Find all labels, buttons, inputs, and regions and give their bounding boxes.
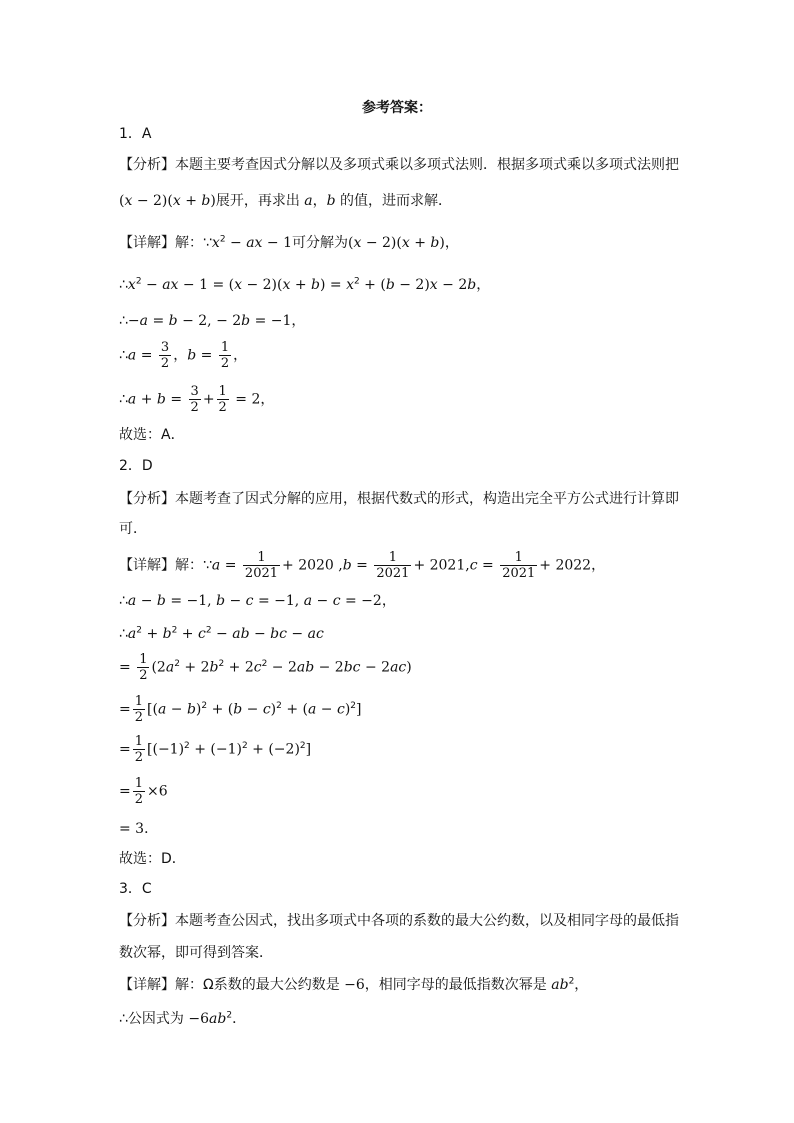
q2-choice: 故选：D．: [119, 851, 186, 867]
q1-step2: ∴−a = b − 2, − 2b = −1，: [119, 313, 306, 329]
q2-analysis-cont: 可．: [119, 521, 147, 537]
q2-number: 2．D: [119, 458, 153, 474]
answer-key-title: 参考答案：: [362, 100, 432, 116]
q3-analysis-cont: 数次幂，即可得到答案．: [119, 945, 273, 961]
q3-analysis: 【分析】本题考查公因式，找出多项式中各项的系数的最大公约数，以及相同字母的最低指: [119, 913, 679, 929]
q1-analysis-cont: (x − 2)(x + b)展开，再求出 a，b 的值，进而求解．: [119, 193, 453, 209]
q2-detail: 【详解】解：∵a = $\frac{1}{2021}$ + 2020 ,b = $\frac{1}{2021}$ + 2021,c = $\frac{1}{2021}$ + 2022，: [119, 550, 606, 581]
q1-step4: ∴a + b = $\frac{3}{2}$ + $\frac{1}{2}$ = 2，: [119, 384, 275, 415]
q2-step6: = $\frac{1}{2}$ ×6: [119, 776, 168, 807]
q2-step1: ∴a − b = −1, b − c = −1, a − c = −2，: [119, 593, 396, 609]
q1-number: 1．A: [119, 126, 152, 142]
q2-analysis: 【分析】本题考查了因式分解的应用，根据代数式的形式，构造出完全平方公式进行计算即: [119, 491, 679, 507]
q2-step7: = 3．: [119, 821, 159, 837]
q1-analysis: 【分析】本题主要考查因式分解以及多项式乘以多项式法则．根据多项式乘以多项式法则把: [119, 157, 679, 173]
q3-step1: ∴公因式为 $-6ab^2$．: [119, 1010, 247, 1027]
q2-step2: $\therefore a^2 + b^2 + c^2$ − ab − bc − ac: [119, 625, 324, 642]
q1-detail: 【详解】解：$\because x^2$ − ax − 1可分解为(x − 2)(x + b)，: [119, 234, 459, 251]
q3-detail: 【详解】解：Ω系数的最大公约数是 −6，相同字母的最低指数次幂是 $ab^2$，: [119, 976, 589, 993]
q1-step3: ∴a = $\frac{3}{2}$ ，b = $\frac{1}{2}$ ，: [119, 340, 248, 371]
q2-step4: = $\frac{1}{2}$ $[(a - b)^2 + (b - c)^2 + (a - c)^2]$: [119, 694, 362, 725]
q2-step3: = $\frac{1}{2}$ $(2a^2 + 2b^2 + 2c^2 - 2ab - 2bc - 2ac)$: [119, 652, 412, 683]
q1-choice: 故选：A．: [119, 427, 185, 443]
q1-step1: $\therefore x^2$ − ax − $1 = (x - 2)(x + b) = x^2 + (b - 2)x - 2b$，: [119, 276, 491, 293]
q2-step5: = $\frac{1}{2}$ $[(-1)^2 + (-1)^2 + (-2)^2]$: [119, 734, 312, 765]
q3-number: 3．C: [119, 881, 152, 897]
